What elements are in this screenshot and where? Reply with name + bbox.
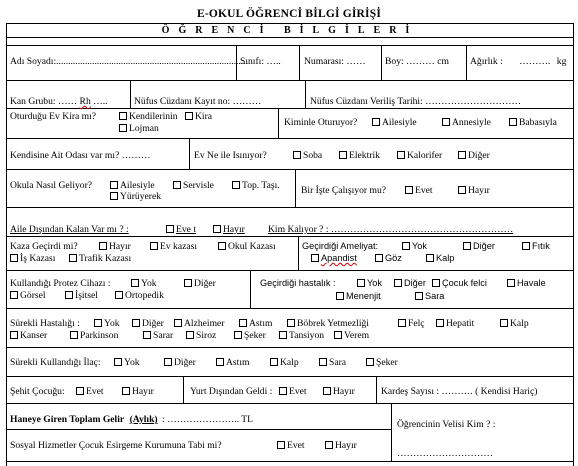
checkbox-icon[interactable] [287,319,295,327]
medication-asthma-option[interactable]: Astım [216,357,249,368]
abroad-no-option[interactable]: Hayır [323,386,355,397]
checkbox-icon[interactable] [166,225,174,233]
row-divider [6,108,574,109]
col-divider [250,270,251,308]
checkbox-icon[interactable] [522,242,530,250]
illness-polio-option[interactable]: Çocuk felci [432,278,487,289]
checkbox-icon[interactable] [442,118,450,126]
right-border [573,38,574,466]
checkbox-icon[interactable] [132,319,140,327]
social-no-option[interactable]: Hayır [325,440,357,451]
left-border [6,38,7,466]
col-divider [305,80,306,108]
checkbox-icon[interactable] [402,242,410,250]
col-divider [295,169,296,207]
surgery-none-option[interactable]: Yok [402,241,427,252]
chronic-epilepsy-option[interactable]: Sarar [143,330,173,341]
heating-electric-option[interactable]: Elektrik [339,150,380,161]
work-question: Bir İşte Çalışıyor mu? [301,185,386,196]
checkbox-icon[interactable] [277,441,285,449]
illness-other-option[interactable]: Diğer [394,278,426,289]
col-divider [299,45,300,80]
outsider-question: Aile Dışından Kalan Var mı ? : [10,224,129,235]
illness-question: Geçirdiği hastalık : [260,278,336,288]
surgery-other-option[interactable]: Diğer [463,241,495,252]
row-divider [6,236,574,237]
chronic-alzheimer-option[interactable]: Alzheimer [174,318,225,329]
checkbox-icon[interactable] [405,186,413,194]
chronic-tb-option[interactable]: Verem [334,330,369,341]
row-divider [6,45,574,46]
medication-none-option[interactable]: Yok [114,357,140,368]
chronic-none-option[interactable]: Yok [94,318,120,329]
illness-jaundice-option[interactable]: Sara [415,291,444,302]
checkbox-icon[interactable] [216,358,224,366]
section-header: ÖĞRENCİ BİLGİLERİ [6,23,574,38]
col-divider [376,376,377,403]
row-divider [6,403,574,404]
martyr-yes-option[interactable]: Evet [76,386,104,397]
row-divider [6,138,574,139]
checkbox-icon[interactable] [218,242,226,250]
chronic-diabetes-option[interactable]: Şeker [234,330,266,341]
checkbox-icon[interactable] [76,387,84,395]
checkbox-icon[interactable] [185,112,193,120]
prosthesis-other-option[interactable]: Diğer [184,278,216,289]
transport-family-option[interactable]: Ailesiyle [110,180,155,191]
prosthesis-ortho-option[interactable]: Ortopedik [115,290,164,301]
checkbox-icon[interactable] [372,118,380,126]
checkbox-icon[interactable] [234,331,242,339]
checkbox-icon[interactable] [232,181,240,189]
martyr-no-option[interactable]: Hayır [122,386,154,397]
checkbox-icon[interactable] [334,331,342,339]
checkbox-icon[interactable] [507,279,515,287]
checkbox-icon[interactable] [432,279,440,287]
col-divider [183,376,184,403]
checkbox-icon[interactable] [458,186,466,194]
chronic-heart-option[interactable]: Kalp [500,318,529,329]
work-yes-option[interactable]: Evet [405,185,433,196]
transport-service-option[interactable]: Servisle [173,180,214,191]
income-dots: : ………………….. TL [162,414,254,425]
prosthesis-hearing-option[interactable]: İşitsel [65,290,98,301]
checkbox-icon[interactable] [375,254,383,262]
checkbox-icon[interactable] [115,291,123,299]
checkbox-icon[interactable] [143,331,151,339]
checkbox-icon[interactable] [357,279,365,287]
checkbox-icon[interactable] [279,387,287,395]
accident-no-option[interactable]: Hayır [99,241,131,252]
income-label: Haneye Giren Toplam Gelir [10,414,125,425]
living-question: Kiminle Oturuyor? [284,117,358,128]
checkbox-icon[interactable] [336,292,344,300]
chronic-cancer-option[interactable]: Kanser [10,330,47,341]
surgery-eye-option[interactable]: Göz [375,253,402,264]
medication-heart-option[interactable]: Kalp [270,357,299,368]
surgery-heart-option[interactable]: Kalp [426,253,454,264]
living-mother-option[interactable]: Annesiyle [442,117,491,128]
class-field[interactable]: Sınıfı: ….. [240,56,281,67]
checkbox-icon[interactable] [213,225,221,233]
name-field[interactable]: Adı Soyadı:................................................................................ [10,56,248,67]
abroad-yes-option[interactable]: Evet [279,386,307,397]
col-divider [189,138,190,169]
checkbox-icon[interactable] [174,319,182,327]
row-divider [6,376,574,377]
checkbox-icon[interactable] [186,331,194,339]
col-divider [298,236,299,270]
checkbox-icon[interactable] [436,319,444,327]
social-service-question: Sosyal Hizmetler Çocuk Esirgeme Kurumuna Tabi mi? [10,440,222,451]
medication-other-option[interactable]: Diğer [164,357,196,368]
checkbox-icon[interactable] [323,387,331,395]
checkbox-icon[interactable] [164,358,172,366]
abroad-question: Yurt Dışından Geldi : [190,386,273,397]
checkbox-icon[interactable] [463,242,471,250]
housing-rent-option[interactable]: Kira [185,111,212,122]
accident-work-option[interactable]: İş Kazası [10,253,55,264]
checkbox-icon[interactable] [119,124,127,132]
chronic-cirrhosis-option[interactable]: Siroz [186,330,216,341]
chronic-paralysis-option[interactable]: Felç [398,318,425,329]
checkbox-icon[interactable] [173,181,181,189]
living-father-option[interactable]: Babasıyla [509,117,557,128]
checkbox-icon[interactable] [70,331,78,339]
housing-question: Oturduğu Ev Kira mı? [10,111,97,122]
col-divider [130,80,131,108]
prosthesis-question: Kullandığı Protez Cihazı : [10,278,111,289]
checkbox-icon[interactable] [426,254,434,262]
martyr-question: Şehit Çocuğu: [10,386,65,397]
checkbox-icon[interactable] [398,319,406,327]
page-title: E-OKUL ÖĞRENCİ BİLGİ GİRİŞİ [196,8,381,20]
checkbox-icon[interactable] [122,387,130,395]
checkbox-icon[interactable] [119,112,127,120]
checkbox-icon[interactable] [94,319,102,327]
chronic-other-option[interactable]: Diğer [132,318,164,329]
checkbox-icon[interactable] [131,279,139,287]
checkbox-icon[interactable] [397,151,405,159]
weight-field[interactable] [470,56,566,67]
room-question[interactable]: Kendisine Ait Odası var mı? ……… [10,150,151,161]
chronic-question: Sürekli Hastalığı : [10,318,80,329]
illness-meningitis-option[interactable]: Menenjit [336,291,381,302]
heating-other-option[interactable]: Diğer [458,150,490,161]
height-field[interactable]: Boy: ……… cm [385,56,449,67]
medication-diabetes-option[interactable]: Şeker [366,357,398,368]
checkbox-icon[interactable] [279,331,287,339]
row-divider [6,169,574,170]
heating-stove-option[interactable]: Soba [293,150,322,161]
checkbox-icon[interactable] [150,242,158,250]
checkbox-icon[interactable] [10,291,18,299]
heating-radiator-option[interactable]: Kalorifer [397,150,442,161]
housing-own-option[interactable]: Kendilerinin [119,111,178,122]
checkbox-icon[interactable] [99,242,107,250]
guardian-label: Öğrencinin Velisi Kim ? : [397,419,496,430]
checkbox-icon[interactable] [319,358,327,366]
weight-unit: kg [556,56,567,67]
checkbox-icon[interactable] [10,254,18,262]
guardian-dots[interactable]: ………………………… [397,448,493,459]
transport-walk-option[interactable]: Yürüyerek [110,191,161,202]
income-field[interactable] [10,414,253,425]
checkbox-icon[interactable] [458,151,466,159]
outsider-no-option[interactable]: Hayır [213,224,245,235]
weight-dots: ………. [519,56,551,67]
surgery-question: Geçirdiği Ameliyat: [302,241,379,251]
row-divider [6,461,574,462]
work-no-option[interactable]: Hayır [458,185,490,196]
medication-question: Sürekli Kullandığı İlaç: [10,357,101,368]
medication-epilepsy-option[interactable]: Sara [319,357,346,368]
checkbox-icon[interactable] [110,192,118,200]
checkbox-icon[interactable] [500,319,508,327]
checkbox-icon[interactable] [270,358,278,366]
col-divider [466,45,467,80]
outsider-who-field[interactable]: Kim Kalıyor ? : ………………………………………………… [268,224,514,235]
checkbox-icon[interactable] [293,151,301,159]
number-field[interactable]: Numarası: …… [304,56,366,67]
living-family-option[interactable]: Ailesiyle [372,117,417,128]
checkbox-icon[interactable] [339,151,347,159]
income-unit: (Aylık) [129,414,158,425]
checkbox-icon[interactable] [69,254,77,262]
id-date-field[interactable]: Nüfus Cüzdanı Veriliş Tarihi: ………………………… [310,96,522,107]
accident-question: Kaza Geçirdi mi? [10,241,78,252]
checkbox-icon[interactable] [325,441,333,449]
chronic-kidney-option[interactable]: Böbrek Yetmezliği [287,318,369,329]
row-divider [6,308,574,309]
id-register-field[interactable]: Nüfus Cüzdanı Kayıt no: ……… [134,96,262,107]
housing-lodging-option[interactable]: Lojman [119,123,159,134]
checkbox-icon[interactable] [394,279,402,287]
surgery-hernia-option[interactable]: Fıtık [522,241,550,252]
chronic-asthma-option[interactable]: Astım [239,318,272,329]
surgery-appendix-option[interactable]: Apandist [311,253,357,264]
checkbox-icon[interactable] [509,118,517,126]
checkbox-icon[interactable] [110,181,118,189]
col-divider [391,403,392,461]
social-yes-option[interactable]: Evet [277,440,305,451]
transport-question: Okula Nasıl Geliyor? [10,180,93,191]
outsider-yes-option[interactable]: Eve t [166,224,196,235]
row-divider [6,270,574,271]
checkbox-icon[interactable] [366,358,374,366]
checkbox-icon[interactable] [311,254,319,262]
checkbox-icon[interactable] [65,291,73,299]
prosthesis-visual-option[interactable]: Görsel [10,290,46,301]
illness-measles-option[interactable]: Havale [507,278,546,289]
siblings-field[interactable]: Kardeş Sayısı : ………. ( Kendisi Hariç) [381,386,538,397]
chronic-parkinson-option[interactable]: Parkinson [70,330,118,341]
row-divider [6,80,574,81]
chronic-bp-option[interactable]: Tansiyon [279,330,324,341]
row-divider [6,429,391,430]
weight-label: Ağırlık : [470,56,503,67]
blood-group-field[interactable]: Kan Grubu: …… Rh ….. [10,96,108,107]
illness-none-option[interactable]: Yok [357,278,382,289]
checkbox-icon[interactable] [239,319,247,327]
prosthesis-none-option[interactable]: Yok [131,278,157,289]
row-divider [6,207,574,208]
checkbox-icon[interactable] [10,331,18,339]
checkbox-icon[interactable] [415,292,423,300]
heating-question: Ev Ne ile Isınıyor? [194,150,267,161]
col-divider [381,45,382,80]
accident-traffic-option[interactable]: Trafik Kazası [69,253,131,264]
chronic-hepatitis-option[interactable]: Hepatit [436,318,474,329]
accident-home-option[interactable]: Ev kazası [150,241,197,252]
row-divider [6,347,574,348]
accident-school-option[interactable]: Okul Kazası [218,241,276,252]
transport-public-option[interactable]: Top. Taşı. [232,180,280,191]
checkbox-icon[interactable] [114,358,122,366]
col-divider [278,108,279,138]
checkbox-icon[interactable] [184,279,192,287]
